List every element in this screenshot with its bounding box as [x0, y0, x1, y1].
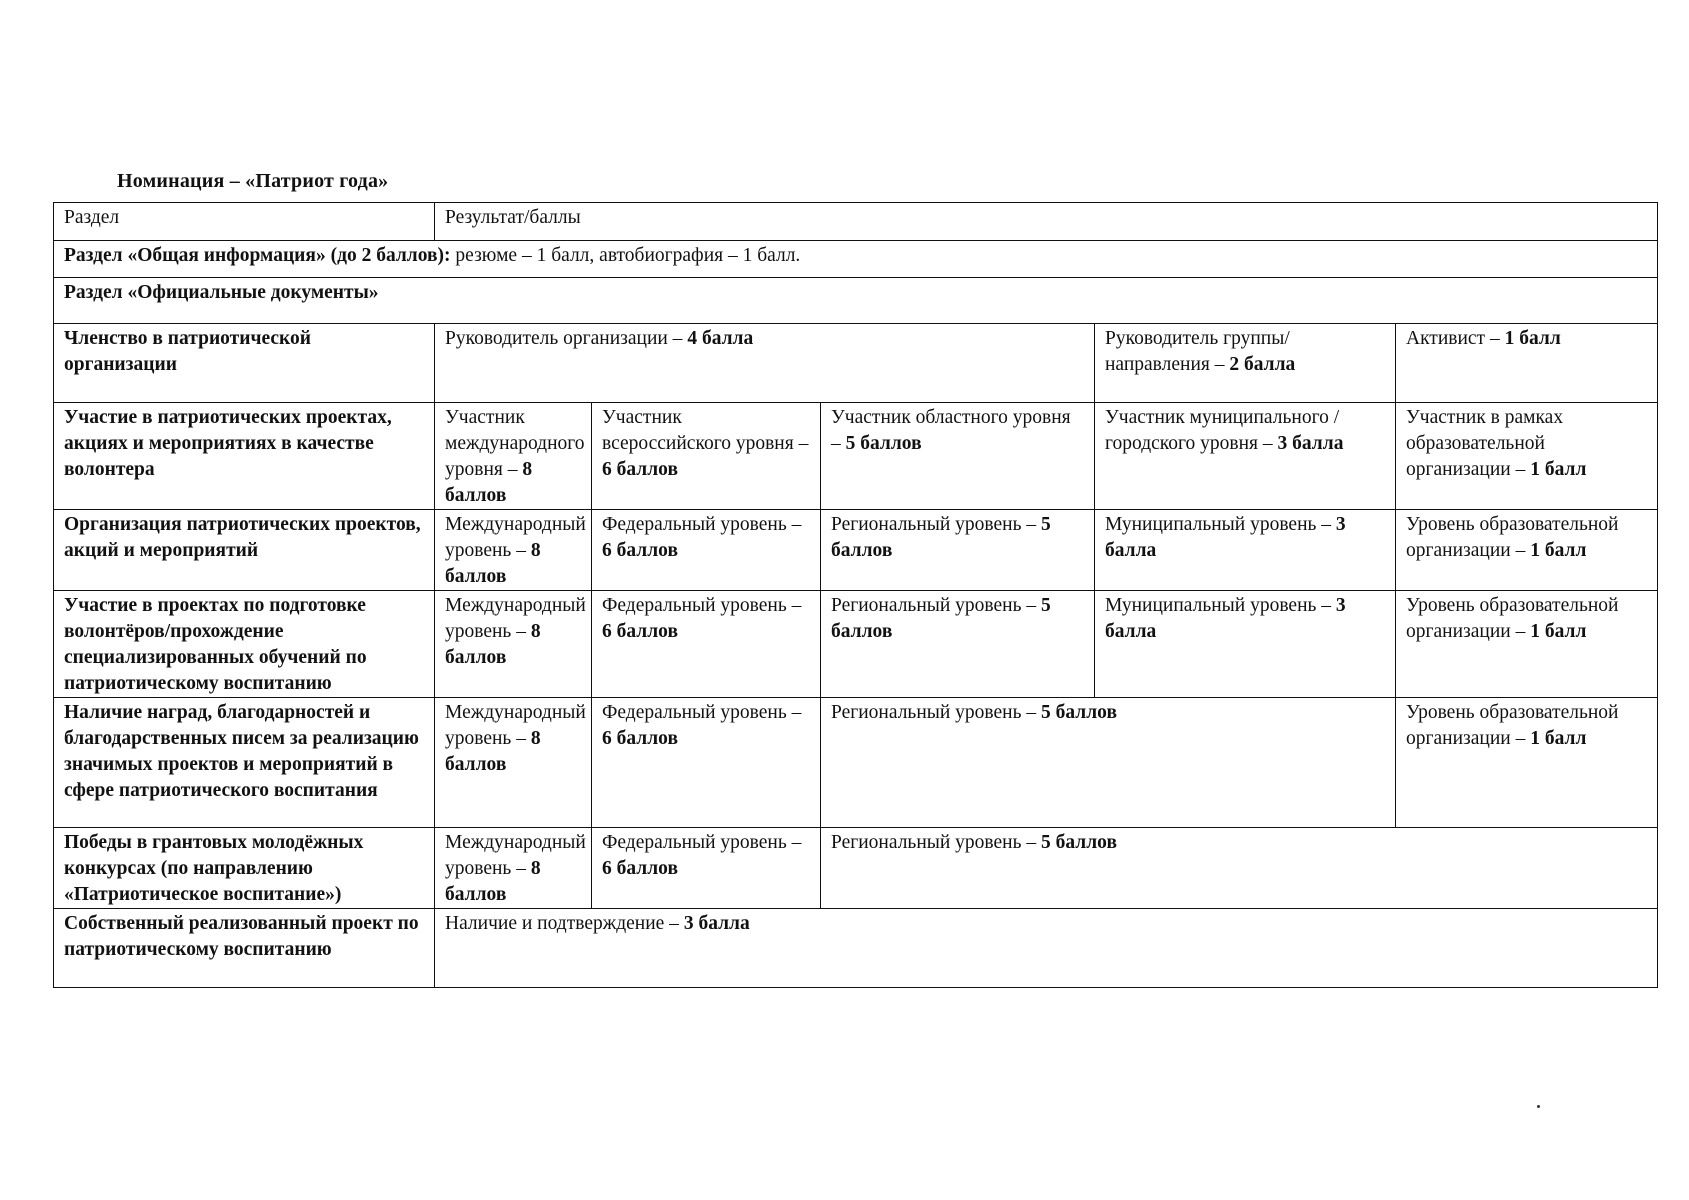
score-text: Уровень образовательной организации –	[1406, 595, 1619, 642]
score-cell	[435, 324, 1095, 403]
score-cell	[435, 698, 592, 828]
score-cell	[435, 828, 592, 909]
row-label: Собственный реализованный проект по патриотическому воспитанию	[54, 909, 435, 988]
score-points: 3 балла	[1277, 433, 1344, 454]
header-row	[54, 203, 1658, 241]
score-text: Наличие и подтверждение –	[445, 913, 684, 934]
table-row	[54, 909, 1658, 988]
general-info-row	[54, 241, 1658, 278]
score-text: Международный уровень –	[445, 595, 586, 642]
score-points: 8 баллов	[445, 621, 541, 668]
score-cell	[1396, 591, 1658, 698]
score-text: Международный уровень –	[445, 832, 586, 879]
score-text: Региональный уровень –	[831, 832, 1041, 853]
table-row	[54, 698, 1658, 828]
score-text: Международный уровень –	[445, 702, 586, 749]
score-cell	[1396, 324, 1658, 403]
score-text: Активист –	[1406, 328, 1505, 349]
score-points: 5 баллов	[831, 595, 1051, 642]
score-text: Участник всероссийского уровня –	[602, 407, 809, 454]
score-text: Региональный уровень –	[831, 702, 1041, 723]
score-text: Руководитель группы/направления –	[1105, 328, 1290, 375]
general-info-text: резюме – 1 балл, автобиография – 1 балл.	[450, 245, 801, 266]
score-text: Федеральный уровень –	[602, 832, 802, 853]
score-cell	[1396, 510, 1658, 591]
score-points: 3 балла	[1105, 514, 1346, 561]
table-row	[54, 324, 1658, 403]
score-points: 6 баллов	[602, 459, 678, 480]
score-text: Муниципальный уровень –	[1105, 595, 1336, 616]
score-points: 5 баллов	[1041, 702, 1117, 723]
score-cell	[435, 403, 592, 510]
row-label: Участие в патриотических проектах, акциях и мероприятиях в качестве волонтера	[54, 403, 435, 510]
table-row	[54, 591, 1658, 698]
score-text: Уровень образовательной организации –	[1406, 702, 1619, 749]
score-points: 1 балл	[1530, 621, 1587, 642]
score-cell	[821, 403, 1095, 510]
score-cell	[592, 510, 821, 591]
table-row	[54, 510, 1658, 591]
official-docs-row	[54, 278, 1658, 324]
score-cell	[592, 828, 821, 909]
score-points: 6 баллов	[602, 540, 678, 561]
score-points: 6 баллов	[602, 621, 678, 642]
score-points: 8 баллов	[445, 459, 533, 506]
score-text: Региональный уровень –	[831, 514, 1041, 535]
score-cell	[435, 591, 592, 698]
score-cell	[592, 403, 821, 510]
score-points: 4 балла	[687, 328, 754, 349]
score-cell	[1095, 324, 1396, 403]
row-label: Победы в грантовых молодёжных конкурсах (по направлению «Патриотическое воспитание»)	[54, 828, 435, 909]
row-label: Членство в патриотической организации	[54, 324, 435, 403]
score-text: Муниципальный уровень –	[1105, 514, 1336, 535]
score-points: 6 баллов	[602, 728, 678, 749]
score-cell	[1396, 403, 1658, 510]
header-result-cell: Результат/баллы	[435, 203, 1658, 241]
score-cell	[821, 828, 1658, 909]
score-text: Участник областного уровня –	[831, 407, 1071, 454]
score-points: 5 баллов	[831, 514, 1051, 561]
score-points: 8 баллов	[445, 728, 541, 775]
score-cell	[1095, 510, 1396, 591]
score-cell	[1095, 591, 1396, 698]
score-points: 5 баллов	[1041, 832, 1117, 853]
nomination-title: Номинация – «Патриот года»	[117, 170, 389, 192]
score-cell	[592, 591, 821, 698]
score-text: Региональный уровень –	[831, 595, 1041, 616]
score-text: Уровень образовательной организации –	[1406, 514, 1619, 561]
score-points: 1 балл	[1530, 540, 1587, 561]
score-cell	[435, 510, 592, 591]
score-cell	[1396, 698, 1658, 828]
scoring-table	[53, 202, 1658, 988]
row-label: Организация патриотических проектов, акций и мероприятий	[54, 510, 435, 591]
score-points: 8 баллов	[445, 858, 541, 905]
score-text: Международный уровень –	[445, 514, 586, 561]
score-text: Федеральный уровень –	[602, 595, 802, 616]
score-text: Руководитель организации –	[445, 328, 688, 349]
row-label: Участие в проектах по подготовке волонтёров/прохождение специализированных обучений по патриотическому воспитанию	[54, 591, 435, 698]
scan-dot	[1537, 1105, 1540, 1108]
score-text: Участник международного уровня –	[445, 407, 585, 480]
score-text: Федеральный уровень –	[602, 514, 802, 535]
score-points: 1 балл	[1530, 728, 1587, 749]
score-cell	[821, 591, 1095, 698]
table-row	[54, 828, 1658, 909]
official-docs-cell: Раздел «Официальные документы»	[54, 278, 1658, 324]
score-text: Федеральный уровень –	[602, 702, 802, 723]
general-info-cell	[54, 241, 1658, 278]
score-cell	[592, 698, 821, 828]
score-cell	[435, 909, 1658, 988]
general-info-title: Раздел «Общая информация» (до 2 баллов):	[64, 245, 451, 266]
score-points: 8 баллов	[445, 540, 541, 587]
score-points: 1 балл	[1530, 459, 1587, 480]
score-points: 6 баллов	[602, 858, 678, 879]
score-points: 3 балла	[1105, 595, 1346, 642]
score-points: 1 балл	[1504, 328, 1561, 349]
score-cell	[1095, 403, 1396, 510]
score-points: 3 балла	[683, 913, 750, 934]
header-section-cell: Раздел	[54, 203, 435, 241]
score-text: Участник в рамках образовательной организации –	[1406, 407, 1564, 480]
score-text: Участник муниципального /городского уровня –	[1105, 407, 1340, 454]
table-row	[54, 403, 1658, 510]
score-points: 5 баллов	[845, 433, 922, 454]
score-cell	[821, 510, 1095, 591]
score-points: 2 балла	[1229, 354, 1296, 375]
row-label: Наличие наград, благодарностей и благодарственных писем за реализацию значимых проектов и мероприятий в сфере патриотического воспитания	[54, 698, 435, 828]
score-cell	[821, 698, 1396, 828]
